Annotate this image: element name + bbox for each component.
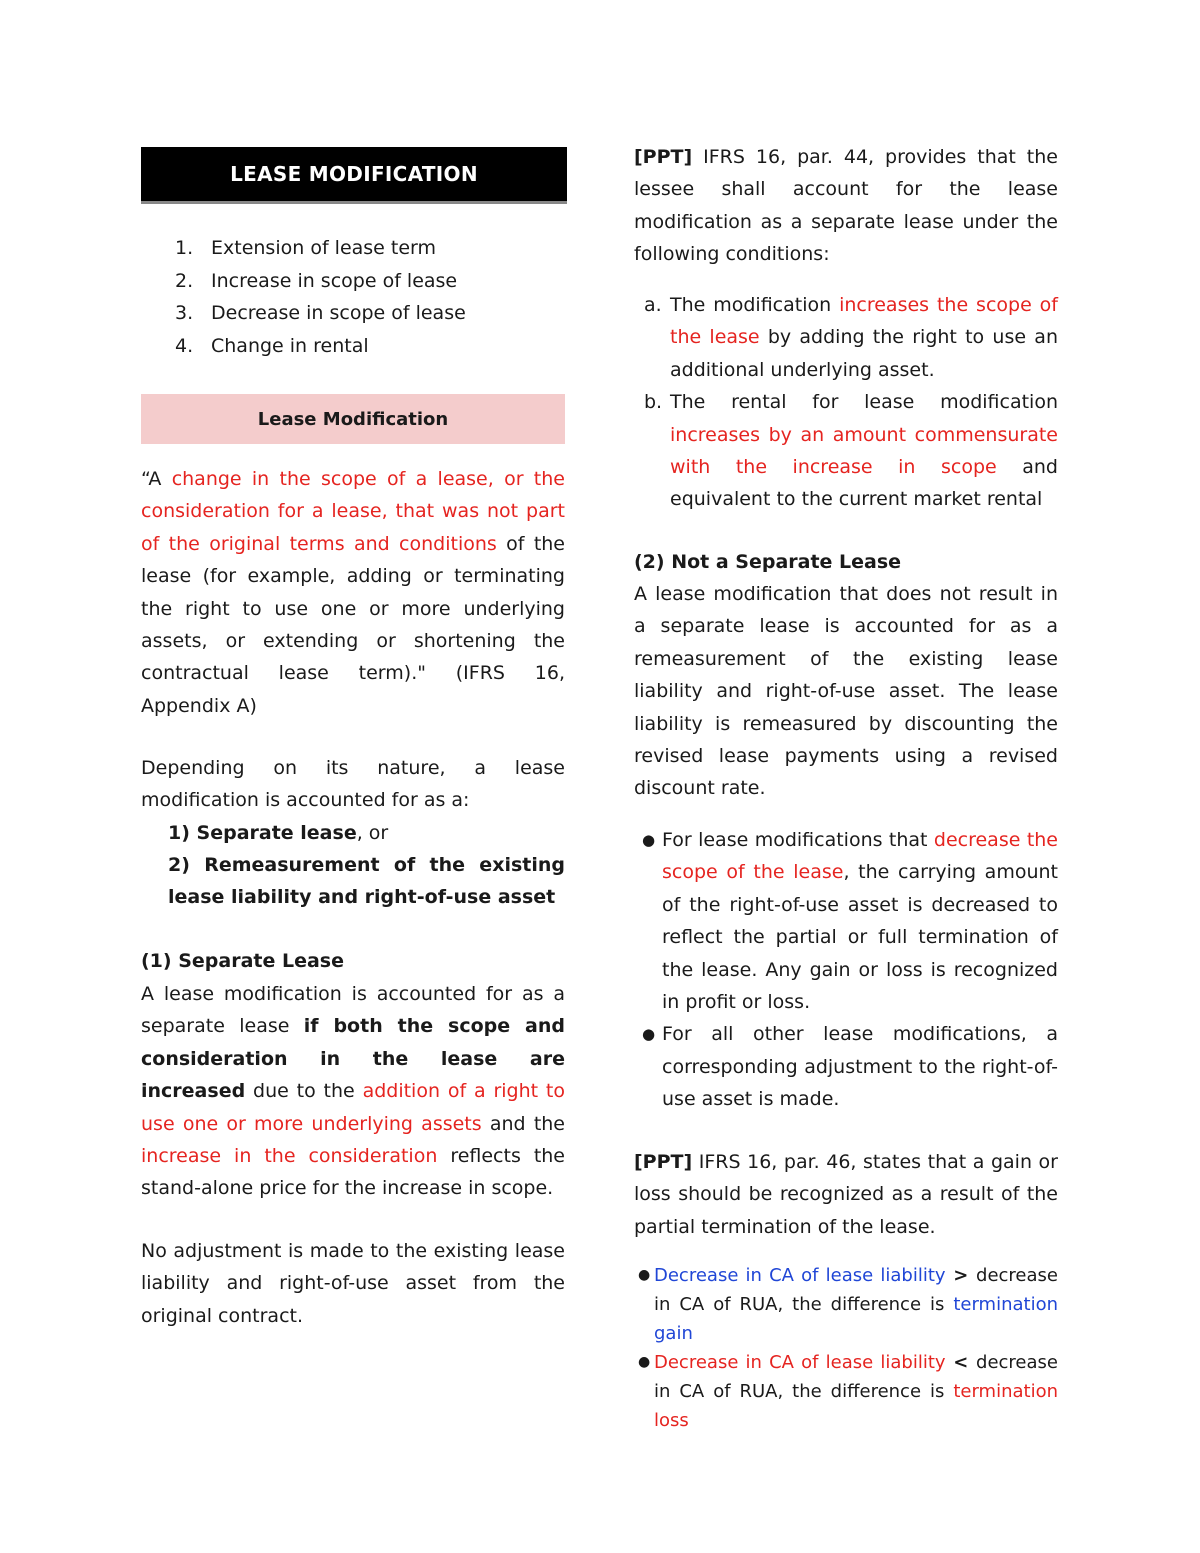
- title-divider: [141, 201, 567, 204]
- list-item: 2. Increase in scope of lease: [175, 269, 458, 292]
- remeasurement-bullets: [634, 824, 1058, 1116]
- list-item: ● Decrease in CA of lease liability < decrease in CA of RUA, the difference is termination loss: [634, 1348, 1058, 1435]
- ppt46-paragraph: [PPT] IFRS 16, par. 46, states that a gain or loss should be recognized as a result of the partial termination of the lease.: [634, 1151, 1058, 1238]
- bullet-icon: ●: [638, 1267, 651, 1283]
- nature-paragraph: Depending on its nature, a lease modification is accounted for as a:: [141, 757, 565, 812]
- bullet-icon: ●: [642, 1025, 656, 1044]
- bullet-icon: ●: [642, 831, 656, 849]
- list-item: 4. Change in rental: [175, 334, 369, 357]
- list-item: ● Decrease in CA of lease liability > decrease in CA of RUA, the difference is termination gain: [634, 1261, 1058, 1348]
- not-separate-heading: (2) Not a Separate Lease: [634, 551, 902, 573]
- option-separate-lease: 1) Separate lease, or: [168, 822, 389, 844]
- no-adjustment-paragraph: No adjustment is made to the existing lease liability and right-of-use asset from the original contract.: [141, 1240, 565, 1327]
- list-item: a. The modification increases the scope of the lease by adding the right to use an additional underlying asset.: [644, 294, 1058, 381]
- not-separate-paragraph: A lease modification that does not result in a separate lease is accounted for as a remeasurement of the existing lease liability and right-of-use asset. The lease liability is remeasured by discounting the revised lease payments using a revised discount rate.: [634, 583, 1058, 800]
- bullet-icon: ●: [638, 1354, 651, 1370]
- option-remeasurement: 2) Remeasurement of the existing lease liability and right-of-use asset: [168, 854, 565, 909]
- modification-types-list: [175, 232, 466, 362]
- definition-quote: “A change in the scope of a lease, or the consideration for a lease, that was not part of the original terms and conditions of the lease (for example, adding or terminating the right to use one or more underlying assets, or extending or shortening the contractual lease term)." (IFRS 16, Appendix A): [141, 468, 565, 717]
- page-title: LEASE MODIFICATION: [141, 147, 567, 201]
- list-item: 1. Extension of lease term: [175, 237, 437, 259]
- list-item: ● For lease modifications that decrease the scope of the lease, the carrying amount of the right-of-use asset is decreased to reflect the partial or full termination of the lease. Any gain or loss is recognized in profit or loss.: [634, 824, 1058, 1018]
- section-heading-lease-modification: Lease Modification: [141, 394, 565, 444]
- separate-lease-heading: (1) Separate Lease: [141, 950, 344, 972]
- list-item: 3. Decrease in scope of lease: [175, 302, 466, 324]
- termination-bullets: [634, 1261, 1058, 1435]
- ppt44-paragraph: [PPT] IFRS 16, par. 44, provides that the lessee shall account for the lease modification as a separate lease under the following conditions:: [634, 146, 1058, 266]
- separate-lease-paragraph: A lease modification is accounted for as a separate lease if both the scope and consideration in the lease are increased due to the addition of a right to use one or more underlying assets and the increase in the consideration reflects the stand-alone price for the increase in scope.: [141, 983, 565, 1200]
- conditions-list: [634, 289, 1058, 516]
- list-item: b. The rental for lease modification increases by an amount commensurate with the increase in scope and equivalent to the current market rental: [644, 391, 1058, 511]
- list-item: ● For all other lease modifications, a corresponding adjustment to the right-of-use asset is made.: [634, 1018, 1058, 1115]
